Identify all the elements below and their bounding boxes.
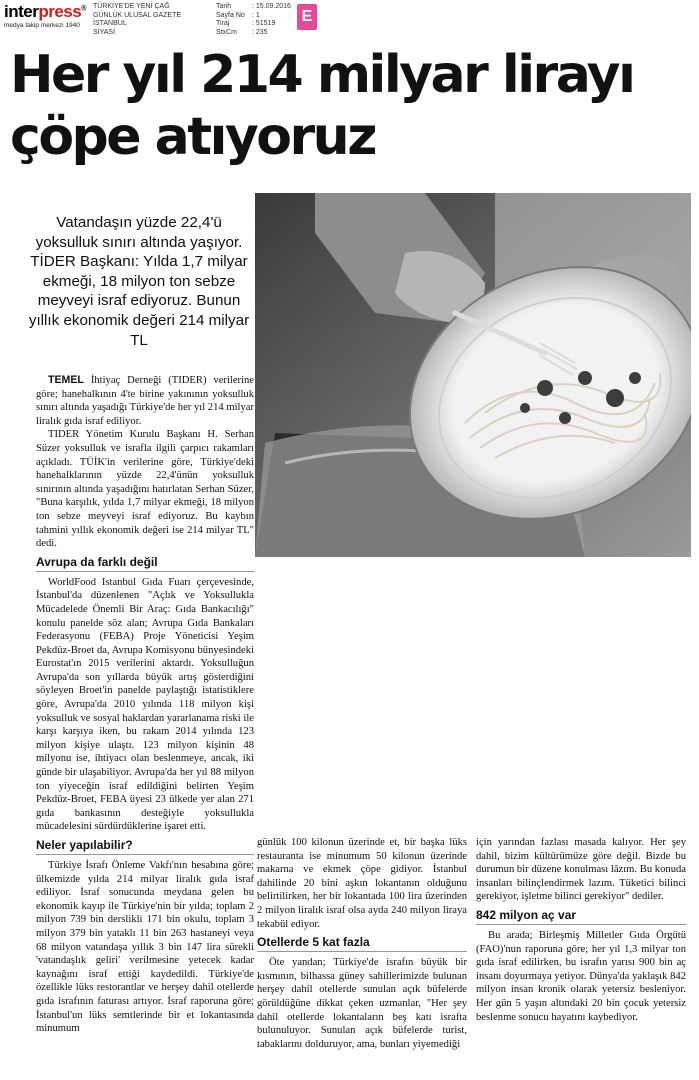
paragraph: Bu arada; Birleşmiş Milletler Gıda Örgütü (FAO)'nun raporuna göre; her yıl 1,3 milyar ton gıda israf edilirken, bu israfın yarısı 900 bin aç insanı doyurmaya yetiyor. Dünya'da yaklaşık 842 milyon insan kronik olarak yetersiz besleniyor. Her gün 5 yaşın altındaki 20 bin çocuk yetersiz beslenme sonucu hayatını kaybediyor.: [476, 929, 686, 1023]
source-line: İSTANBUL: [93, 20, 127, 27]
meta-row: Sayfa No : 1: [216, 11, 260, 19]
subheading: Avrupa da farklı değil: [36, 555, 254, 572]
interpress-logo: interpress®: [4, 2, 86, 21]
paragraph: Öte yandan; Türkiye'de israfın büyük bir kısmının, bilhassa güney sahillerimizde bulunan herşey dahil otellerde sunulan açık büfelerde görüldüğüne dikkat çeken uzmanlar, "Her şey dahil otellerde lokantaların beş katı israfta bulunuluyor. Sunulan açık büfelerde turist, tabaklarını dolduruyor, ama, bunları yiyemediği: [257, 957, 467, 1050]
paragraph: WorldFood Istanbul Gıda Fuarı çerçevesinde, İstanbul'da düzenlenen "Açlık ve Yoksullukla Mücadelede Önemli Bir Araç: Gıda Bankacılığı" konulu panelde söz alan; Avrupa Gıda Bankaları Federasyonu (FEBA) Proje Yöneticisi Yeşim Pekdüz-Broet da, Avrupa Komisyonu bünyesindeki Eurostat'ın 2015 verilerini aktardı. Yoksulluğun Avrupa'da son yıllarda büyük artış gösterdiğini söyleyen Broet'in panelde paylaştığı istatistiklere göre, Avrupa'da 2010 yılında 118 milyon kişi yoksulluk ve sosyal haklardan yararlanama riski ile karşı karşıya iken, bu rakam 2014 yılında 123 milyon kişiye ulaştı. 123 milyon kişinin 48 milyonu ise, ihtiyacı olan beslenmeye, ancak, iki günde bir ulaşabiliyor. Avrupa'da her yıl 88 milyon ton yiyeceğin israf edildiğini belirten Yeşim Pekdüz-Broet, FEBA üyesi 23 ülkede yer alan 271 gıda bankasının desteğiyle yoksullukla mücadelesini sürdürdüklerine işaret etti.: [36, 576, 254, 833]
subheading: Otellerde 5 kat fazla: [257, 935, 467, 952]
subheading: Neler yapılabilir?: [36, 838, 254, 855]
meta-row: Tarih : 15.09.2016: [216, 3, 291, 10]
meta-row: StxCm : 235: [216, 28, 268, 36]
lead-word: TEMEL: [48, 374, 84, 386]
article-photo: [255, 193, 691, 557]
meta-row: Tiraj : 51519: [216, 20, 276, 27]
source-line: GÜNLÜK ULUSAL GAZETE: [93, 11, 182, 19]
article-column-1: [36, 374, 254, 1036]
paragraph: Türkiye İsrafı Önleme Vakfı'nın hesabına göre; ülkemizde yılda 214 milyar liralık gıda israf ediliyor. İsraf sonucunda meydana gelen bu ekonomik kayıp ile Türkiye'nin bir yılda; toplam 2 milyon 739 bin derslikli 171 bin okulu, toplam 3 milyon 379 bin yataklı 11 bin 263 hastaneyi veya 68 milyon vatandaşa yıllık 3 bin 147 lira sürekli 'vatandaşlık geliri' verilmesine yetecek kadar kaynağını israf ettiği kaydedildi. Türkiye'de özellikle lüks restorantlar ve herşey dahil otellerde gıda israfının faturası artıyor. İsraf raporuna göre; İstanbul'un lüks semtlerinde bir et lokantasında minumum: [36, 860, 254, 1035]
clipping-header: [0, 0, 699, 38]
paragraph: TIDER Yönetim Kurulu Başkanı H. Serhan Süzer yoksulluk ve israfla ilgili çarpıcı rakamları açıkladı. TÜİK'in verilerine göre, Türkiye'deki hanehalklarının yüzde 22,4'ünün yoksulluk sınırının altında yaşadığını hatırlatan Serhan Süzer, "Buna karşılık, yılda 1,7 milyar ekmeği, 18 milyon ton sebze meyveyi israf ediyoruz. Bu kaybın tahmini yıllık ekonomik değeri ise 214 milyar TL" dedi.: [36, 429, 254, 550]
article-column-2: [257, 836, 467, 1051]
category-badge: E: [297, 4, 317, 30]
paragraph: TEMEL İhtiyaç Derneği (TIDER) verilerine göre; hanehalkının 4'te birine yakınının yoksulluk sınırı altında yaşadığı Türkiye'de her yıl 214 milyar liralık gıda israf ediliyor.: [36, 374, 254, 427]
headline: Her yıl 214 milyar lirayı çöpe atıyoruz: [10, 45, 634, 167]
logo-tagline: medya takip merkezi 1940: [4, 22, 80, 29]
source-line: TÜRKİYE'DE YENİ ÇAĞ: [93, 3, 170, 10]
article-column-3: [476, 836, 686, 1024]
source-line: SİYASİ: [93, 28, 116, 36]
article-deck: Vatandaşın yüzde 22,4'ü yoksulluk sınırı altında yaşıyor. TİDER Başkanı: Yılda 1,7 milyar ekmeği, 18 milyon ton sebze meyveyi israf ediyoruz. Bunun yıllık ekonomik değeri 214 milyar TL: [28, 214, 250, 349]
paragraph: günlük 100 kilonun üzerinde et, bir başka lüks restauranta ise minumum 50 kilonun üzerinde makarna ve ekmek çöpe gidiyor. İstanbul dahilinde 20 bini aşkın lokantanın olduğunu belirtilirken, her bir lokantada 100 lira üzerinden 2 milyon liralık israf olsa ayda 240 milyon liraya tekabül ediyor.: [257, 837, 467, 930]
food-waste-photo: [255, 193, 691, 557]
subheading: 842 milyon aç var: [476, 908, 686, 925]
source-info: [93, 3, 181, 37]
paragraph: için yarından fazlası masada kalıyor. Her şey dahil, bizim kültürümüze göre değil. Bizde bu durumun bir düzene konulması lâzım. Bu konuda insanları bilinçlendirmek lazım. Tüketici bilinci gerekiyor, işletme bilinci gerekiyor" dediler.: [476, 837, 686, 903]
